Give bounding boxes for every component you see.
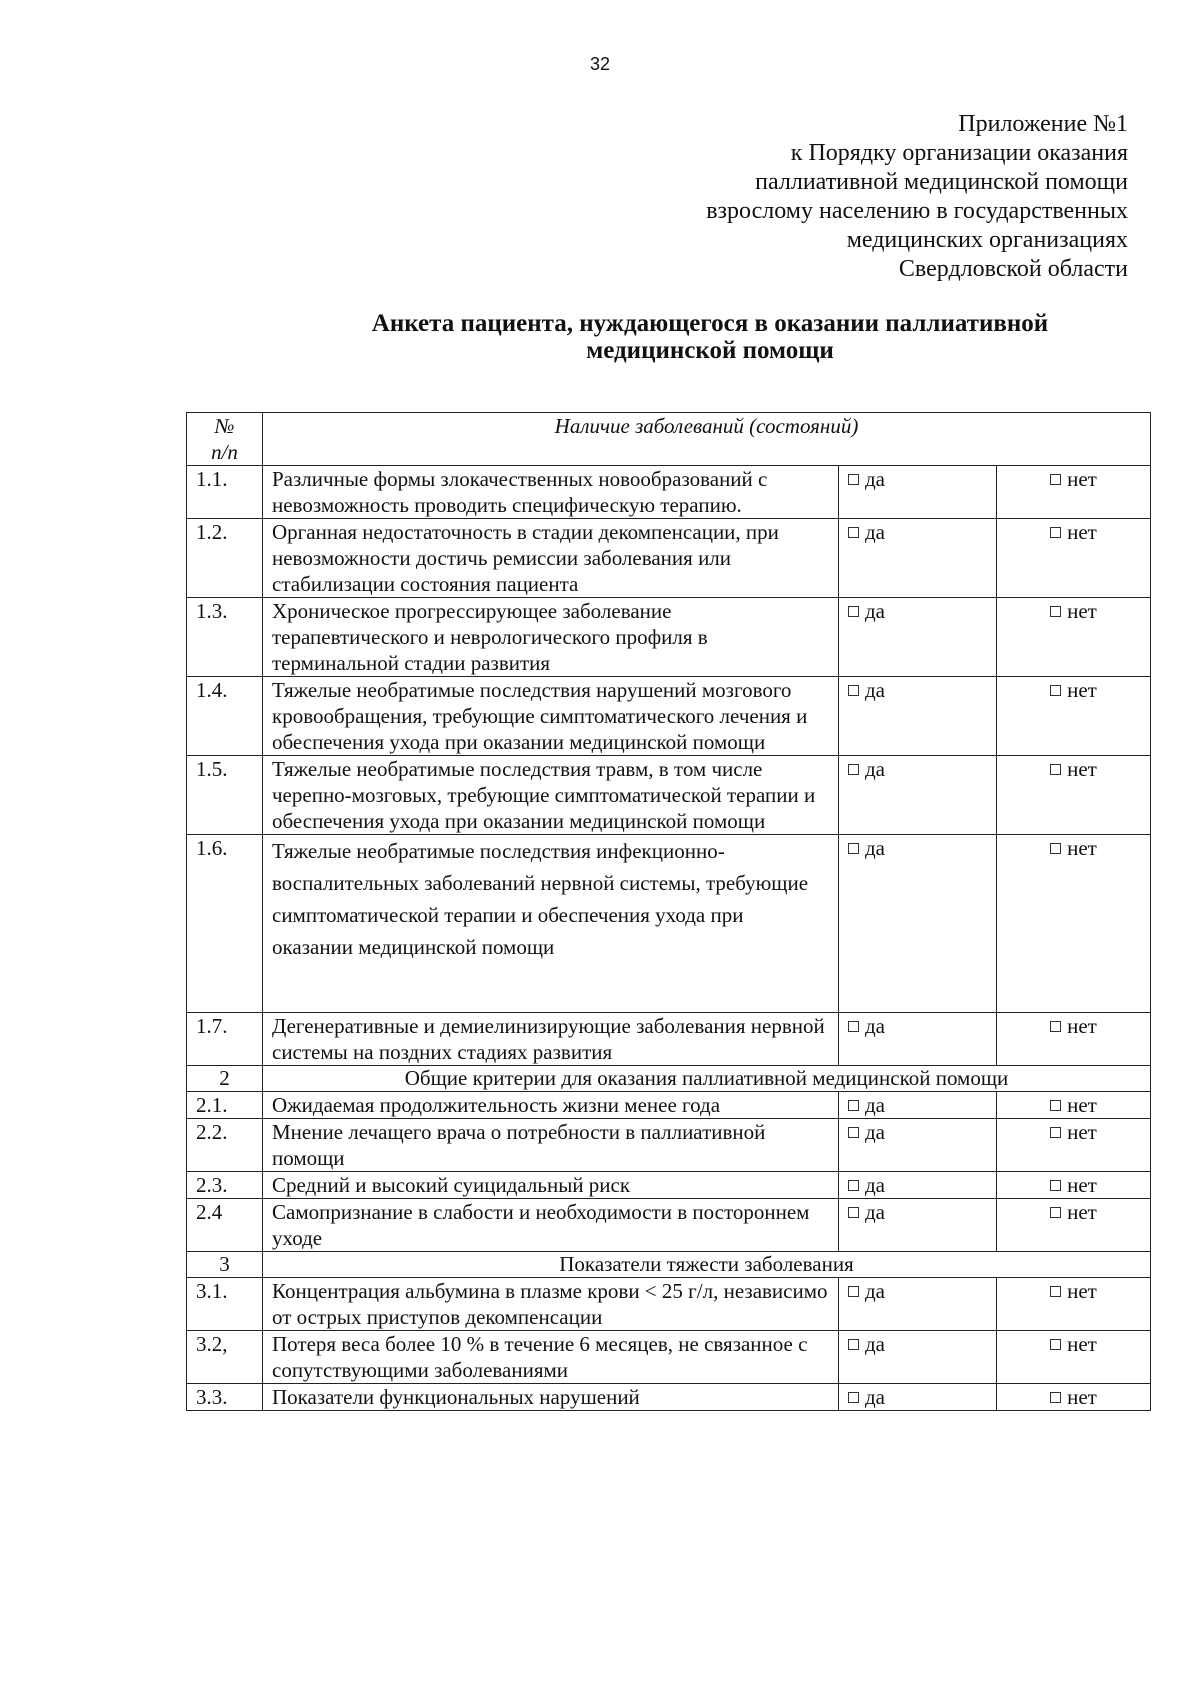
header-number-label: п/п <box>211 440 238 464</box>
row-number: 2.3. <box>187 1172 263 1199</box>
yes-cell <box>839 598 997 677</box>
no-checkbox[interactable] <box>1050 685 1061 696</box>
yes-cell <box>839 835 997 1013</box>
yes-checkbox[interactable] <box>848 1127 859 1138</box>
no-label: нет <box>1067 1120 1097 1144</box>
table-row <box>187 1331 1151 1384</box>
no-cell <box>997 835 1151 1013</box>
row-number: 1.6. <box>187 835 263 1013</box>
title-line-1: Анкета пациента, нуждающегося в оказании паллиативной <box>371 310 1049 337</box>
section-row <box>187 1252 1151 1278</box>
no-label: нет <box>1067 1093 1097 1117</box>
no-label: нет <box>1067 1332 1097 1356</box>
header-number-sign: № <box>214 414 235 438</box>
table-row <box>187 835 1151 1013</box>
yes-cell <box>839 756 997 835</box>
yes-label: да <box>865 1093 886 1117</box>
yes-label: да <box>865 836 886 860</box>
no-checkbox[interactable] <box>1050 1392 1061 1403</box>
yes-cell <box>839 519 997 598</box>
yes-cell <box>839 1278 997 1331</box>
no-label: нет <box>1067 1014 1097 1038</box>
no-checkbox[interactable] <box>1050 606 1061 617</box>
row-criterion: Потеря веса более 10 % в течение 6 месяцев, не связанное с сопутствующими заболеваниями <box>263 1331 839 1384</box>
row-criterion: Самопризнание в слабости и необходимости в постороннем уходе <box>263 1199 839 1252</box>
no-cell <box>997 677 1151 756</box>
yes-label: да <box>865 1014 886 1038</box>
appendix-line: медицинских организациях <box>846 227 1128 253</box>
yes-label: да <box>865 678 886 702</box>
yes-label: да <box>865 1173 886 1197</box>
table-row <box>187 1013 1151 1066</box>
row-number: 1.5. <box>187 756 263 835</box>
yes-checkbox[interactable] <box>848 1339 859 1350</box>
no-label: нет <box>1067 1200 1097 1224</box>
no-label: нет <box>1067 520 1097 544</box>
table-row <box>187 1172 1151 1199</box>
yes-cell <box>839 466 997 519</box>
yes-cell <box>839 1119 997 1172</box>
yes-label: да <box>865 1120 886 1144</box>
row-number: 2.2. <box>187 1119 263 1172</box>
no-cell <box>997 1384 1151 1411</box>
table-row <box>187 1199 1151 1252</box>
no-label: нет <box>1067 678 1097 702</box>
yes-label: да <box>865 757 886 781</box>
survey-table <box>186 412 1151 1411</box>
section-number: 2 <box>187 1066 263 1092</box>
row-number: 3.1. <box>187 1278 263 1331</box>
header-title: Наличие заболеваний (состояний) <box>263 413 1151 466</box>
document-title <box>300 310 1120 364</box>
row-criterion: Различные формы злокачественных новообразований с невозможность проводить специфическую терапию. <box>263 466 839 519</box>
no-label: нет <box>1067 599 1097 623</box>
row-criterion: Хроническое прогрессирующее заболевание терапевтического и неврологического профиля в терминальной стадии развития <box>263 598 839 677</box>
no-label: нет <box>1067 1385 1097 1409</box>
yes-checkbox[interactable] <box>848 606 859 617</box>
row-number: 1.3. <box>187 598 263 677</box>
row-number: 1.7. <box>187 1013 263 1066</box>
yes-cell <box>839 1172 997 1199</box>
yes-checkbox[interactable] <box>848 1021 859 1032</box>
no-cell <box>997 598 1151 677</box>
row-number: 1.4. <box>187 677 263 756</box>
row-number: 3.2, <box>187 1331 263 1384</box>
table-row <box>187 677 1151 756</box>
appendix-line: Свердловской области <box>898 256 1128 282</box>
appendix-line: Приложение №1 <box>958 111 1128 137</box>
yes-label: да <box>865 1279 886 1303</box>
section-number: 3 <box>187 1252 263 1278</box>
table-row <box>187 1384 1151 1411</box>
appendix-line: взрослому населению в государственных <box>706 198 1128 224</box>
no-cell <box>997 756 1151 835</box>
section-row <box>187 1066 1151 1092</box>
no-label: нет <box>1067 1279 1097 1303</box>
yes-checkbox[interactable] <box>848 685 859 696</box>
row-criterion: Мнение лечащего врача о потребности в паллиативной помощи <box>263 1119 839 1172</box>
yes-checkbox[interactable] <box>848 1392 859 1403</box>
row-criterion: Тяжелые необратимые последствия нарушений мозгового кровообращения, требующие симптоматического лечения и обеспечения ухода при оказании медицинской помощи <box>263 677 839 756</box>
yes-checkbox[interactable] <box>848 1180 859 1191</box>
no-label: нет <box>1067 1173 1097 1197</box>
no-checkbox[interactable] <box>1050 1100 1061 1111</box>
yes-label: да <box>865 599 886 623</box>
yes-cell <box>839 1013 997 1066</box>
table-row <box>187 1278 1151 1331</box>
yes-label: да <box>865 1200 886 1224</box>
no-cell <box>997 466 1151 519</box>
yes-label: да <box>865 1332 886 1356</box>
table-row <box>187 1119 1151 1172</box>
no-checkbox[interactable] <box>1050 1207 1061 1218</box>
no-checkbox[interactable] <box>1050 1339 1061 1350</box>
no-cell <box>997 1092 1151 1119</box>
table-row <box>187 1092 1151 1119</box>
row-number: 3.3. <box>187 1384 263 1411</box>
no-checkbox[interactable] <box>1050 527 1061 538</box>
yes-label: да <box>865 467 886 491</box>
no-cell <box>997 519 1151 598</box>
row-criterion: Органная недостаточность в стадии декомпенсации, при невозможности достичь ремиссии заболевания или стабилизации состояния пациента <box>263 519 839 598</box>
no-checkbox[interactable] <box>1050 843 1061 854</box>
no-cell <box>997 1278 1151 1331</box>
row-number: 2.1. <box>187 1092 263 1119</box>
no-cell <box>997 1331 1151 1384</box>
yes-checkbox[interactable] <box>848 1100 859 1111</box>
section-title: Показатели тяжести заболевания <box>263 1252 1151 1278</box>
yes-cell <box>839 1199 997 1252</box>
appendix-header <box>706 110 1128 284</box>
row-criterion: Ожидаемая продолжительность жизни менее года <box>263 1092 839 1119</box>
no-checkbox[interactable] <box>1050 474 1061 485</box>
header-number <box>187 413 263 466</box>
no-checkbox[interactable] <box>1050 1286 1061 1297</box>
no-checkbox[interactable] <box>1050 764 1061 775</box>
no-checkbox[interactable] <box>1050 1127 1061 1138</box>
no-checkbox[interactable] <box>1050 1180 1061 1191</box>
no-label: нет <box>1067 467 1097 491</box>
yes-checkbox[interactable] <box>848 527 859 538</box>
row-criterion: Показатели функциональных нарушений <box>263 1384 839 1411</box>
section-title: Общие критерии для оказания паллиативной медицинской помощи <box>263 1066 1151 1092</box>
yes-label: да <box>865 1385 886 1409</box>
title-line-2: медицинской помощи <box>586 337 834 364</box>
yes-checkbox[interactable] <box>848 1286 859 1297</box>
yes-cell <box>839 1331 997 1384</box>
page-number: 32 <box>589 54 611 74</box>
yes-cell <box>839 1092 997 1119</box>
row-number: 2.4 <box>187 1199 263 1252</box>
table-row <box>187 598 1151 677</box>
row-number: 1.2. <box>187 519 263 598</box>
yes-label: да <box>865 520 886 544</box>
row-criterion: Средний и высокий суицидальный риск <box>263 1172 839 1199</box>
yes-cell <box>839 1384 997 1411</box>
row-number: 1.1. <box>187 466 263 519</box>
no-cell <box>997 1013 1151 1066</box>
yes-checkbox[interactable] <box>848 764 859 775</box>
row-criterion: Концентрация альбумина в плазме крови < 25 г/л, независимо от острых приступов декомпенсации <box>263 1278 839 1331</box>
no-cell <box>997 1199 1151 1252</box>
no-cell <box>997 1172 1151 1199</box>
table-row <box>187 519 1151 598</box>
table-row <box>187 466 1151 519</box>
row-criterion: Тяжелые необратимые последствия травм, в том числе черепно-мозговых, требующие симптоматической терапии и обеспечения ухода при оказании медицинской помощи <box>263 756 839 835</box>
no-label: нет <box>1067 757 1097 781</box>
no-checkbox[interactable] <box>1050 1021 1061 1032</box>
appendix-line: паллиативной медицинской помощи <box>755 169 1128 195</box>
appendix-line: к Порядку организации оказания <box>790 140 1128 166</box>
yes-checkbox[interactable] <box>848 843 859 854</box>
row-criterion: Дегенеративные и демиелинизирующие заболевания нервной системы на поздних стадиях развития <box>263 1013 839 1066</box>
yes-checkbox[interactable] <box>848 1207 859 1218</box>
no-cell <box>997 1119 1151 1172</box>
yes-cell <box>839 677 997 756</box>
yes-checkbox[interactable] <box>848 474 859 485</box>
table-header-row <box>187 413 1151 466</box>
row-criterion: Тяжелые необратимые последствия инфекционно-воспалительных заболеваний нервной системы, требующие симптоматической терапии и обеспечения ухода при оказании медицинской помощи <box>263 835 839 1013</box>
table-row <box>187 756 1151 835</box>
no-label: нет <box>1067 836 1097 860</box>
